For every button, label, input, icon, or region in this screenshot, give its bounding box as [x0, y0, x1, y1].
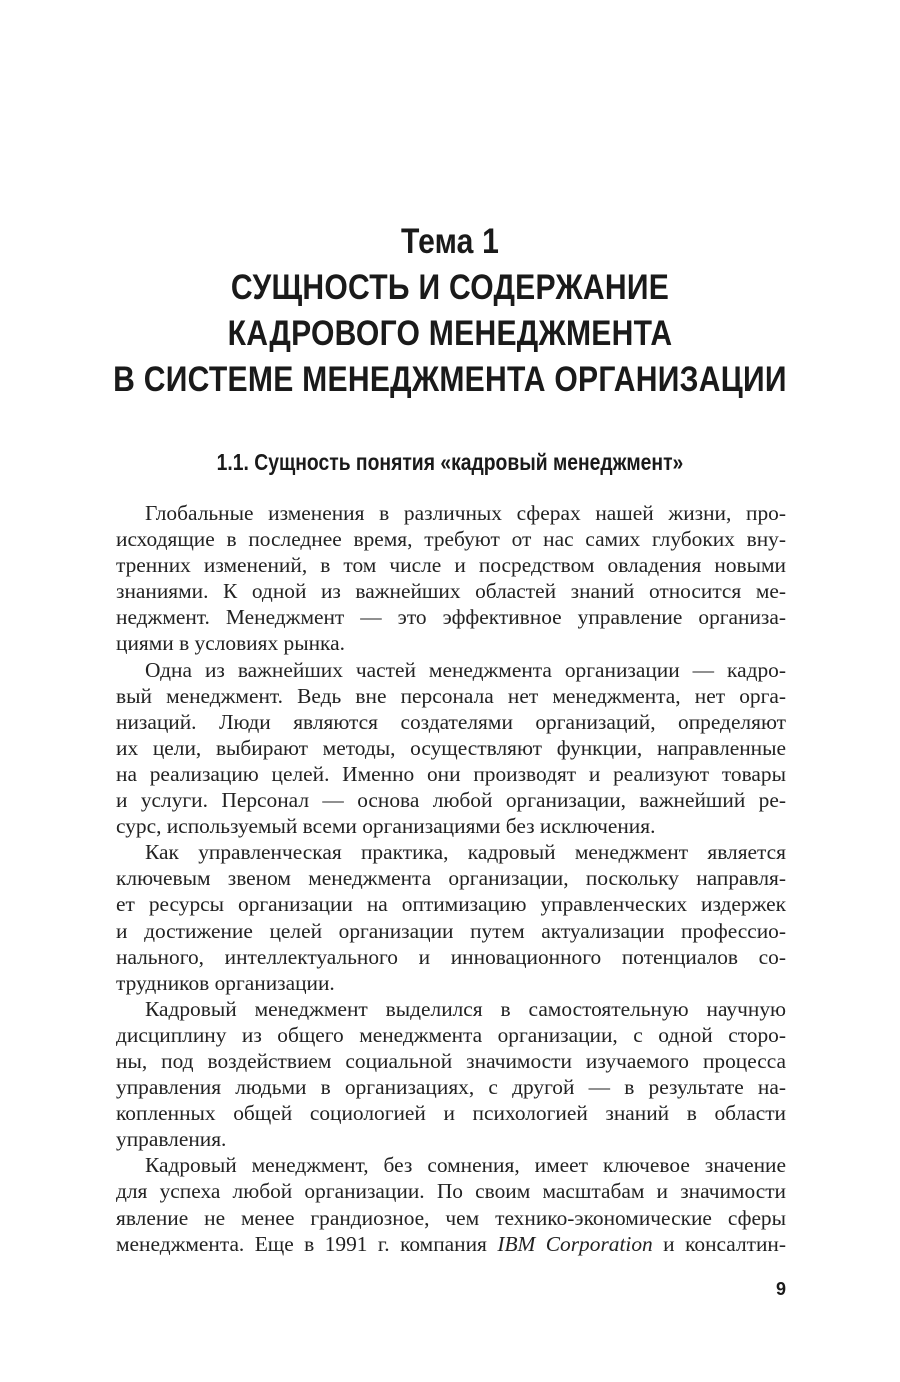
text-line: трудников организации.: [116, 970, 335, 995]
topic-label: Тема 1: [401, 222, 499, 261]
text-line: неджмент. Менеджмент — это эффективное управление организа-: [116, 605, 786, 630]
text-line: тренних изменений, в том числе и посредством овладения новыми: [116, 553, 786, 578]
text-segment: и консалтин-: [652, 1231, 786, 1256]
text-line: дисциплину из общего менеджмента организации, с одной сторо-: [116, 1022, 786, 1047]
text-line: ключевым звеном менеджмента организации, поскольку направля-: [116, 866, 786, 891]
body-text: [116, 500, 786, 1257]
text-segment: менеджмента. Еще в 1991 г. компания: [116, 1231, 498, 1256]
text-line: на реализацию целей. Именно они производят и реализуют товары: [116, 761, 786, 786]
chapter-heading: [0, 219, 900, 403]
text-line: их цели, выбирают методы, осуществляют функции, направленные: [116, 735, 786, 760]
text-line: циями в условиях рынка.: [116, 631, 345, 656]
text-line: и услуги. Персонал — основа любой организации, важнейший ре-: [116, 788, 786, 813]
chapter-title-line: В СИСТЕМЕ МЕНЕДЖМЕНТА ОРГАНИЗАЦИИ: [113, 360, 787, 399]
text-line: копленных общей социологией и психологией знаний в области: [116, 1101, 786, 1126]
text-line: исходящие в последнее время, требуют от нас самих глубоких вну-: [116, 527, 786, 552]
text-line: явление не менее грандиозное, чем технико-экономические сферы: [116, 1205, 786, 1230]
company-name: IBM Corporation: [497, 1231, 653, 1256]
section-title: 1.1. Сущность понятия «кадровый менеджмент»: [216, 449, 684, 475]
text-line-mixed: [116, 1231, 786, 1257]
text-line: Кадровый менеджмент выделился в самостоятельную научную: [145, 996, 786, 1021]
text-line: сурс, используемый всеми организациями без исключения.: [116, 814, 656, 839]
text-line: Кадровый менеджмент, без сомнения, имеет ключевое значение: [145, 1153, 786, 1178]
chapter-title: [0, 265, 900, 403]
text-line: Одна из важнейших частей менеджмента организации — кадро-: [145, 657, 786, 682]
text-line: Глобальные изменения в различных сферах нашей жизни, про-: [145, 501, 786, 525]
text-line: для успеха любой организации. По своим масштабам и значимости: [116, 1179, 786, 1204]
chapter-title-line: СУЩНОСТЬ И СОДЕРЖАНИЕ: [230, 268, 670, 307]
text-line: управления.: [116, 1127, 227, 1152]
text-line: ет ресурсы организации на оптимизацию управленческих издержек: [116, 892, 786, 917]
chapter-title-line: КАДРОВОГО МЕНЕДЖМЕНТА: [227, 314, 673, 353]
text-line: низаций. Люди являются создателями организаций, определяют: [116, 709, 786, 734]
text-line: ны, под воздействием социальной значимости изучаемого процесса: [116, 1048, 786, 1073]
text-line: и достижение целей организации путем актуализации профессио-: [116, 918, 786, 943]
text-line: нального, интеллектуального и инновационного потенциалов со-: [116, 944, 786, 969]
text-line: Как управленческая практика, кадровый менеджмент является: [145, 840, 786, 865]
page-number: 9: [775, 1279, 786, 1299]
text-line: управления людьми в организациях, с другой — в результате на-: [116, 1075, 786, 1100]
text-line: вый менеджмент. Ведь вне персонала нет менеджмента, нет орга-: [116, 683, 786, 708]
text-line: знаниями. К одной из важнейших областей знаний относится ме-: [116, 579, 786, 604]
